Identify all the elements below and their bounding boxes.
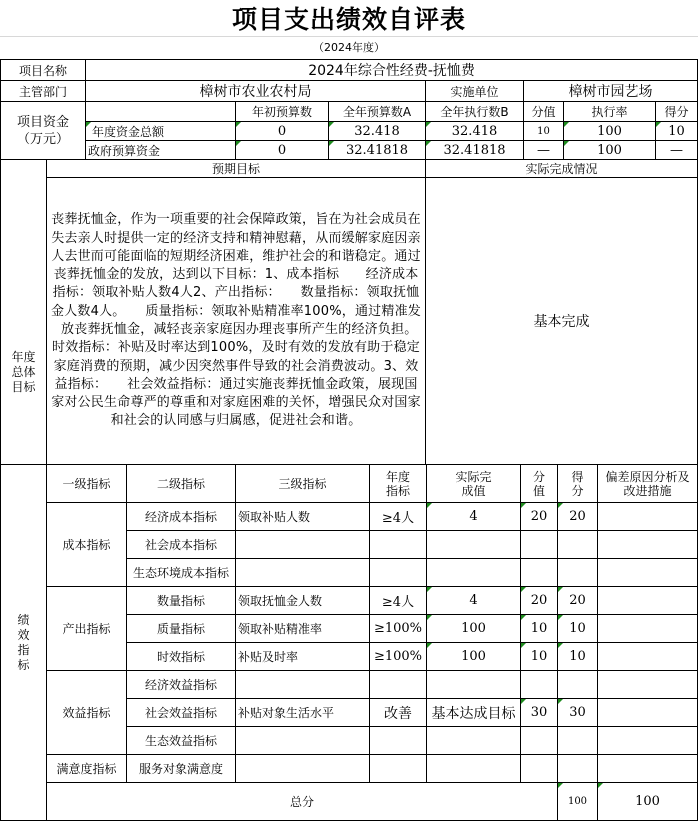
page-title: 项目支出绩效自评表 bbox=[0, 0, 698, 37]
score-cell: 30 bbox=[558, 699, 598, 727]
level2-cell: 服务对象满意度 bbox=[127, 755, 236, 783]
dept-value: 樟树市农业农村局 bbox=[86, 81, 426, 102]
actual-cell: 100 bbox=[427, 643, 521, 671]
funds-row-annual: 32.41818 bbox=[329, 141, 426, 160]
value-cell: 20 bbox=[521, 503, 558, 531]
total-row bbox=[1, 783, 698, 821]
target-cell bbox=[370, 559, 427, 587]
unit-label: 实施单位 bbox=[426, 81, 524, 102]
unit-value: 樟树市园艺场 bbox=[524, 81, 698, 102]
level3-cell: 领取补贴人数 bbox=[236, 503, 370, 531]
funds-header-rate: 执行率 bbox=[564, 102, 656, 122]
score-cell: 20 bbox=[558, 503, 598, 531]
header-level1: 一级指标 bbox=[47, 465, 127, 503]
goals-actual-text: 基本完成 bbox=[426, 178, 698, 465]
indicator-row bbox=[1, 587, 698, 615]
header-level3: 三级指标 bbox=[236, 465, 370, 503]
goals-side-label: 年度总体目标 bbox=[1, 160, 47, 465]
target-cell: ≥4人 bbox=[370, 503, 427, 531]
indicator-row bbox=[1, 503, 698, 531]
level1-cell: 效益指标 bbox=[47, 671, 127, 755]
target-cell bbox=[370, 755, 427, 783]
funds-header-executed: 全年执行数B bbox=[426, 102, 524, 122]
score-cell: 20 bbox=[558, 587, 598, 615]
funds-row-score: — bbox=[656, 141, 698, 160]
actual-cell bbox=[427, 755, 521, 783]
level3-cell bbox=[236, 727, 370, 755]
value-cell: 10 bbox=[521, 643, 558, 671]
value-cell: 30 bbox=[521, 699, 558, 727]
funds-header-initial: 年初预算数 bbox=[236, 102, 329, 122]
level2-cell: 质量指标 bbox=[127, 615, 236, 643]
value-cell bbox=[521, 531, 558, 559]
funds-row bbox=[1, 122, 698, 141]
funds-row-name: 政府预算资金 bbox=[86, 141, 236, 160]
funds-row-rate: 100 bbox=[564, 141, 656, 160]
level1-cell: 满意度指标 bbox=[47, 755, 127, 783]
performance-table bbox=[0, 464, 698, 821]
indicator-row bbox=[1, 671, 698, 699]
level2-cell: 生态环境成本指标 bbox=[127, 559, 236, 587]
target-cell bbox=[370, 727, 427, 755]
funds-header-blank bbox=[86, 102, 236, 122]
header-reason: 偏差原因分析及改进措施 bbox=[598, 465, 698, 503]
level2-cell: 社会效益指标 bbox=[127, 699, 236, 727]
header-score: 得分 bbox=[558, 465, 598, 503]
actual-cell: 基本达成目标 bbox=[427, 699, 521, 727]
target-cell: ≥100% bbox=[370, 615, 427, 643]
header-value: 分值 bbox=[521, 465, 558, 503]
actual-cell bbox=[427, 727, 521, 755]
level3-cell: 领取抚恤金人数 bbox=[236, 587, 370, 615]
reason-cell bbox=[598, 615, 698, 643]
funds-row-executed: 32.418 bbox=[426, 122, 524, 141]
level3-cell: 领取补贴精准率 bbox=[236, 615, 370, 643]
funds-row-executed: 32.41818 bbox=[426, 141, 524, 160]
total-value: 100 bbox=[558, 783, 598, 821]
level1-cell: 产出指标 bbox=[47, 587, 127, 671]
funds-header-annual: 全年预算数A bbox=[329, 102, 426, 122]
reason-cell bbox=[598, 727, 698, 755]
funds-row bbox=[1, 141, 698, 160]
level3-cell bbox=[236, 755, 370, 783]
funds-row-initial: 0 bbox=[236, 141, 329, 160]
header-actual: 实际完成值 bbox=[427, 465, 521, 503]
target-cell: ≥4人 bbox=[370, 587, 427, 615]
total-label: 总分 bbox=[47, 783, 558, 821]
report-year: （2024年度） bbox=[313, 41, 385, 54]
score-cell bbox=[558, 559, 598, 587]
level2-cell: 时效指标 bbox=[127, 643, 236, 671]
goals-expected-header: 预期目标 bbox=[47, 160, 426, 178]
actual-cell: 100 bbox=[427, 615, 521, 643]
funds-row-name: 年度资金总额 bbox=[86, 122, 236, 141]
value-cell: 10 bbox=[521, 615, 558, 643]
indicator-row bbox=[1, 755, 698, 783]
reason-cell bbox=[598, 531, 698, 559]
level2-cell: 经济成本指标 bbox=[127, 503, 236, 531]
value-cell bbox=[521, 755, 558, 783]
project-name-value: 2024年综合性经费-抚恤费 bbox=[86, 60, 698, 81]
funds-header-score-value: 分值 bbox=[524, 102, 564, 122]
actual-cell bbox=[427, 671, 521, 699]
level3-cell bbox=[236, 671, 370, 699]
project-name-label: 项目名称 bbox=[1, 60, 86, 81]
funds-row-annual: 32.418 bbox=[329, 122, 426, 141]
funds-row-score-value: — bbox=[524, 141, 564, 160]
value-cell: 20 bbox=[521, 587, 558, 615]
level3-cell bbox=[236, 559, 370, 587]
level2-cell: 社会成本指标 bbox=[127, 531, 236, 559]
value-cell bbox=[521, 727, 558, 755]
level1-cell: 成本指标 bbox=[47, 503, 127, 587]
target-cell: 改善 bbox=[370, 699, 427, 727]
performance-header-row bbox=[1, 465, 698, 503]
level2-cell: 生态效益指标 bbox=[127, 727, 236, 755]
project-info-table bbox=[0, 59, 698, 465]
funds-row-score: 10 bbox=[656, 122, 698, 141]
score-cell bbox=[558, 671, 598, 699]
value-cell bbox=[521, 559, 558, 587]
goals-expected-text: 丧葬抚恤金，作为一项重要的社会保障政策，旨在为社会成员在失去亲人时提供一定的经济支持和精神慰藉，从而缓解家庭因亲人去世而可能面临的短期经济困难，维护社会的和谐稳定。通过丧葬抚恤金的发放，达到以下目标：1、成本指标 经济成本指标：领取补贴人数4人2、产出指标： 数量指标：领取抚恤金人数4人。 质量指标：领取补贴精准率100%，通过精准发放丧葬抚恤金，减轻丧亲家庭因办理丧事所产生的经济负担。 时效指标：补贴及时率达到100%，及时有效的发放有助于稳定家庭消费的预期，减少因突然事件导致的社会消费波动。3、效益指标： 社会效益指标：通过实施丧葬抚恤金政策，展现国家对公民生命尊严的尊重和对家庭困难的关怀，增强民众对国家和社会的认同感与归属感，促进社会和谐。 bbox=[47, 178, 426, 465]
reason-cell bbox=[598, 587, 698, 615]
level3-cell: 补贴对象生活水平 bbox=[236, 699, 370, 727]
goals-actual-header: 实际完成情况 bbox=[426, 160, 698, 178]
actual-cell: 4 bbox=[427, 503, 521, 531]
level3-cell: 补贴及时率 bbox=[236, 643, 370, 671]
reason-cell bbox=[598, 755, 698, 783]
performance-side-label: 绩效指标 bbox=[1, 465, 47, 821]
target-cell: ≥100% bbox=[370, 643, 427, 671]
header-level2: 二级指标 bbox=[127, 465, 236, 503]
target-cell bbox=[370, 671, 427, 699]
score-cell: 10 bbox=[558, 615, 598, 643]
actual-cell bbox=[427, 531, 521, 559]
target-cell bbox=[370, 531, 427, 559]
level3-cell bbox=[236, 531, 370, 559]
actual-cell bbox=[427, 559, 521, 587]
funds-row-score-value: 10 bbox=[524, 122, 564, 141]
funds-header-score: 得分 bbox=[656, 102, 698, 122]
reason-cell bbox=[598, 699, 698, 727]
actual-cell: 4 bbox=[427, 587, 521, 615]
funds-label: 项目资金（万元） bbox=[1, 102, 86, 160]
reason-cell bbox=[598, 503, 698, 531]
dept-label: 主管部门 bbox=[1, 81, 86, 102]
score-cell bbox=[558, 531, 598, 559]
value-cell bbox=[521, 671, 558, 699]
score-cell: 10 bbox=[558, 643, 598, 671]
level2-cell: 经济效益指标 bbox=[127, 671, 236, 699]
funds-row-rate: 100 bbox=[564, 122, 656, 141]
header-target: 年度指标 bbox=[370, 465, 427, 503]
reason-cell bbox=[598, 559, 698, 587]
reason-cell bbox=[598, 671, 698, 699]
score-cell bbox=[558, 755, 598, 783]
funds-row-initial: 0 bbox=[236, 122, 329, 141]
reason-cell bbox=[598, 643, 698, 671]
total-score: 100 bbox=[598, 783, 698, 821]
level2-cell: 数量指标 bbox=[127, 587, 236, 615]
score-cell bbox=[558, 727, 598, 755]
